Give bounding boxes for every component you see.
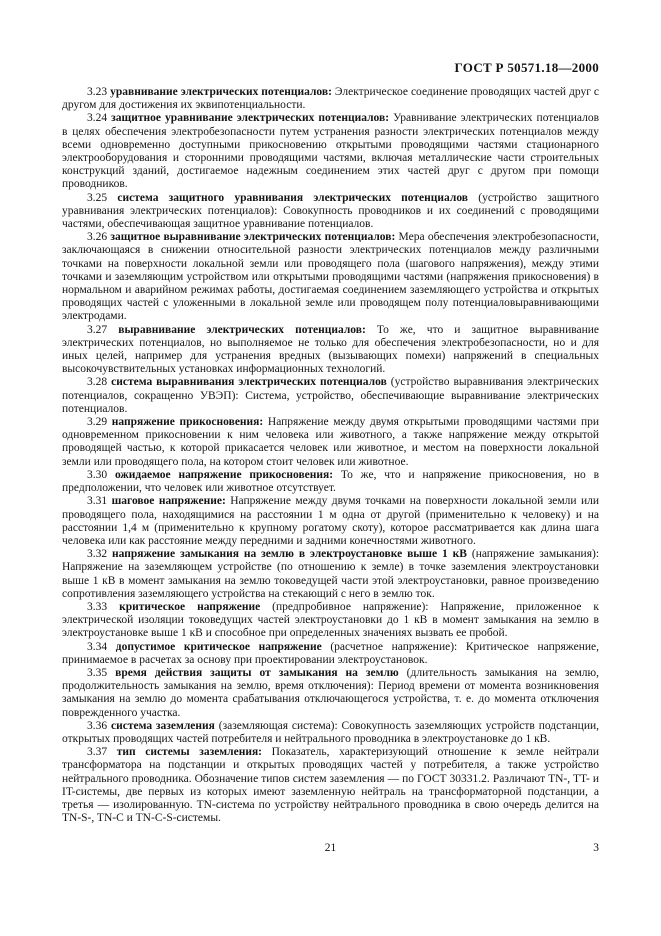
definition-term: ожидаемое напряжение прикосновения: [114,468,334,481]
definition-text: (длительность замыкания на землю, продолжительность замыкания на землю, время отключения): Период времени от момента возникновения замыкания на землю до момента срабатывания отключающегося устройства, т. е. до момента отключения поврежденного участка. [62,666,599,719]
definition-number: 3.25 [87,191,108,204]
definition-term: напряжение прикосновения: [111,416,264,429]
definition-item [62,86,599,112]
definition-text: (заземляющая система): Совокупность заземляющих устройств подстанции, открытых проводящих частей потребителя и нейтрального проводника в электроустановке до 1 кВ. [62,719,599,745]
definition-item [62,746,599,825]
definition-term: тип системы заземления: [116,746,262,759]
definition-term: система защитного уравнивания электрических потенциалов [117,191,469,204]
definition-term: напряжение замыкания на землю в электроустановке выше 1 кВ [112,548,467,561]
definition-item [62,112,599,191]
definition-text: (напряжение замыкания): Напряжение на заземляющем устройстве (по отношению к земле) в точке заземления электроустановки выше 1 кВ в момент замыкания на землю токоведущей части этой электроустановки, равное произведению сопротивления заземляющего устройства на стекающий с него в землю ток. [62,548,600,600]
definition-term: система выравнивания электрических потенциалов [111,376,387,389]
definition-number: 3.27 [87,323,108,336]
definition-term: выравнивание электрических потенциалов: [118,323,366,336]
definition-text: (предпробивное напряжение): Напряжение, приложенное к электрической изоляции токоведущих частей электроустановки до 1 кВ в момент замыкания на землю в электроустановке выше 1 кВ и способное при определенных значениях вызвать ее пробой. [62,600,599,640]
definition-item [62,376,599,416]
standard-code-header: ГОСТ Р 50571.18—2000 [454,60,599,75]
definition-number: 3.35 [87,666,108,679]
definition-term: шаговое напряжение: [111,495,226,508]
definition-term: уравнивание электрических потенциалов: [110,86,332,98]
definition-item [62,548,599,601]
definition-item [62,324,599,377]
definition-text: Напряжение между двумя точками на поверхности локальной земли или проводящего пола, находящимися на расстоянии 1 м одна от другой (применительно к человеку) и на расстоянии 1,4 м (применительно к крупному рогатому скоту), которое рассматривается как длина шага человека или как расстояние между передними и задними конечностями животного. [62,495,600,547]
definition-text: То же, что и напряжение прикосновения, но в предположении, что человек или животное отсутствует. [62,468,600,495]
definition-term: система заземления [110,719,215,732]
definition-number: 3.32 [87,548,108,561]
definition-text: Мера обеспечения электробезопасности, заключающаяся в снижении относительной разности электрических потенциалов между различными точками на поверхности локальной земли или проводящего пола (шагового напряжения), между этими точками и заземляющим устройством или открытыми проводящими частями (напряжения прикосновения) в нормальном и аварийном режимах работы, достигаемая соединением заземляющего устройства и открытых проводящих частей с уложенными в локальной земле или проводящем полу потенциаловыравнивающими электродами. [62,231,600,323]
definition-item [62,416,599,469]
definition-number: 3.24 [87,112,108,125]
definition-number: 3.28 [87,376,108,389]
definition-number: 3.23 [87,86,108,98]
definition-item [62,469,599,495]
definition-text: Показатель, характеризующий отношение к земле нейтрали трансформатора на подстанции и открытых проводящих частей у потребителя, а также устройство нейтрального проводника. Обозначение типов систем заземления — по ГОСТ 30331.2. Различают TN-, TT- и IT-системы, две первых из которых имеют заземленную нейтраль на трансформаторной подстанции, а третья — изолированную. TN-система по устройству нейтрального проводника в свою очередь делится на TN-S-, TN-C и TN-C-S-системы. [62,746,599,825]
definition-number: 3.33 [87,600,108,613]
definition-number: 3.30 [87,468,108,481]
definition-term: защитное уравнивание электрических потенциалов: [111,112,390,125]
definition-text: Электрическое соединение проводящих частей друг с другом для достижения их эквипотенциальности. [62,86,600,112]
definition-term: допустимое критическое напряжение [115,640,322,653]
definition-number: 3.36 [87,719,108,732]
definition-number: 3.34 [87,640,108,653]
definition-item [62,192,599,232]
definition-text: (устройство защитного уравнивания электрических потенциалов): Совокупность проводников и их соединений с проводящими частями, обеспечивающая защитное уравнивание потенциалов. [62,191,599,231]
definition-text: То же, что и защитное выравнивание электрических потенциалов, но выполняемое не только для обеспечения электробезопасности, но и для иных целей, например для устранения вредных (вызывающих помехи) напряжений в специальных высокочувствительных установках информационных технологий. [62,323,600,376]
definition-number: 3.37 [87,746,108,759]
definition-item [62,601,599,641]
definition-term: время действия защиты от замыкания на землю [115,666,399,679]
page-number-right: 3 [593,842,599,854]
definition-term: критическое напряжение [119,600,261,613]
definition-item [62,667,599,720]
definition-term: защитное выравнивание электрических потенциалов: [110,231,396,244]
definition-item [62,720,599,746]
definition-item [62,641,599,667]
definition-number: 3.26 [87,231,108,244]
definition-number: 3.31 [87,495,108,508]
definition-text: Напряжение между двумя открытыми проводящими частями при одновременном прикосновении к ним человека или животного, а также напряжение между открытой проводящей частью, к которой прикасается человек или животное, и местом на поверхности локальной земли или проводящего пола, на котором стоит человек или животное. [62,416,600,468]
definition-item [62,495,599,548]
page-number-center: 21 [324,842,337,854]
definition-text: (расчетное напряжение): Критическое напряжение, принимаемое в расчетах за основу при проектировании электроустановок. [62,640,599,666]
definition-text: (устройство выравнивания электрических потенциалов, сокращенно УВЭП): Система, устройство, обеспечивающие выравнивание электрических потенциалов. [62,376,600,415]
definitions-section [62,86,599,825]
definition-number: 3.29 [87,416,108,429]
definition-text: Уравнивание электрических потенциалов в целях обеспечения электробезопасности путем устранения разности электрических потенциалов между всеми одновременно доступными прикосновению открытыми проводящими частями стационарного электрооборудования и сторонними проводящими частями, включая металлические части строительных конструкций зданий, достигаемое надежным соединением этих частей друг с другом при помощи проводников. [62,112,600,191]
definition-item [62,231,599,323]
